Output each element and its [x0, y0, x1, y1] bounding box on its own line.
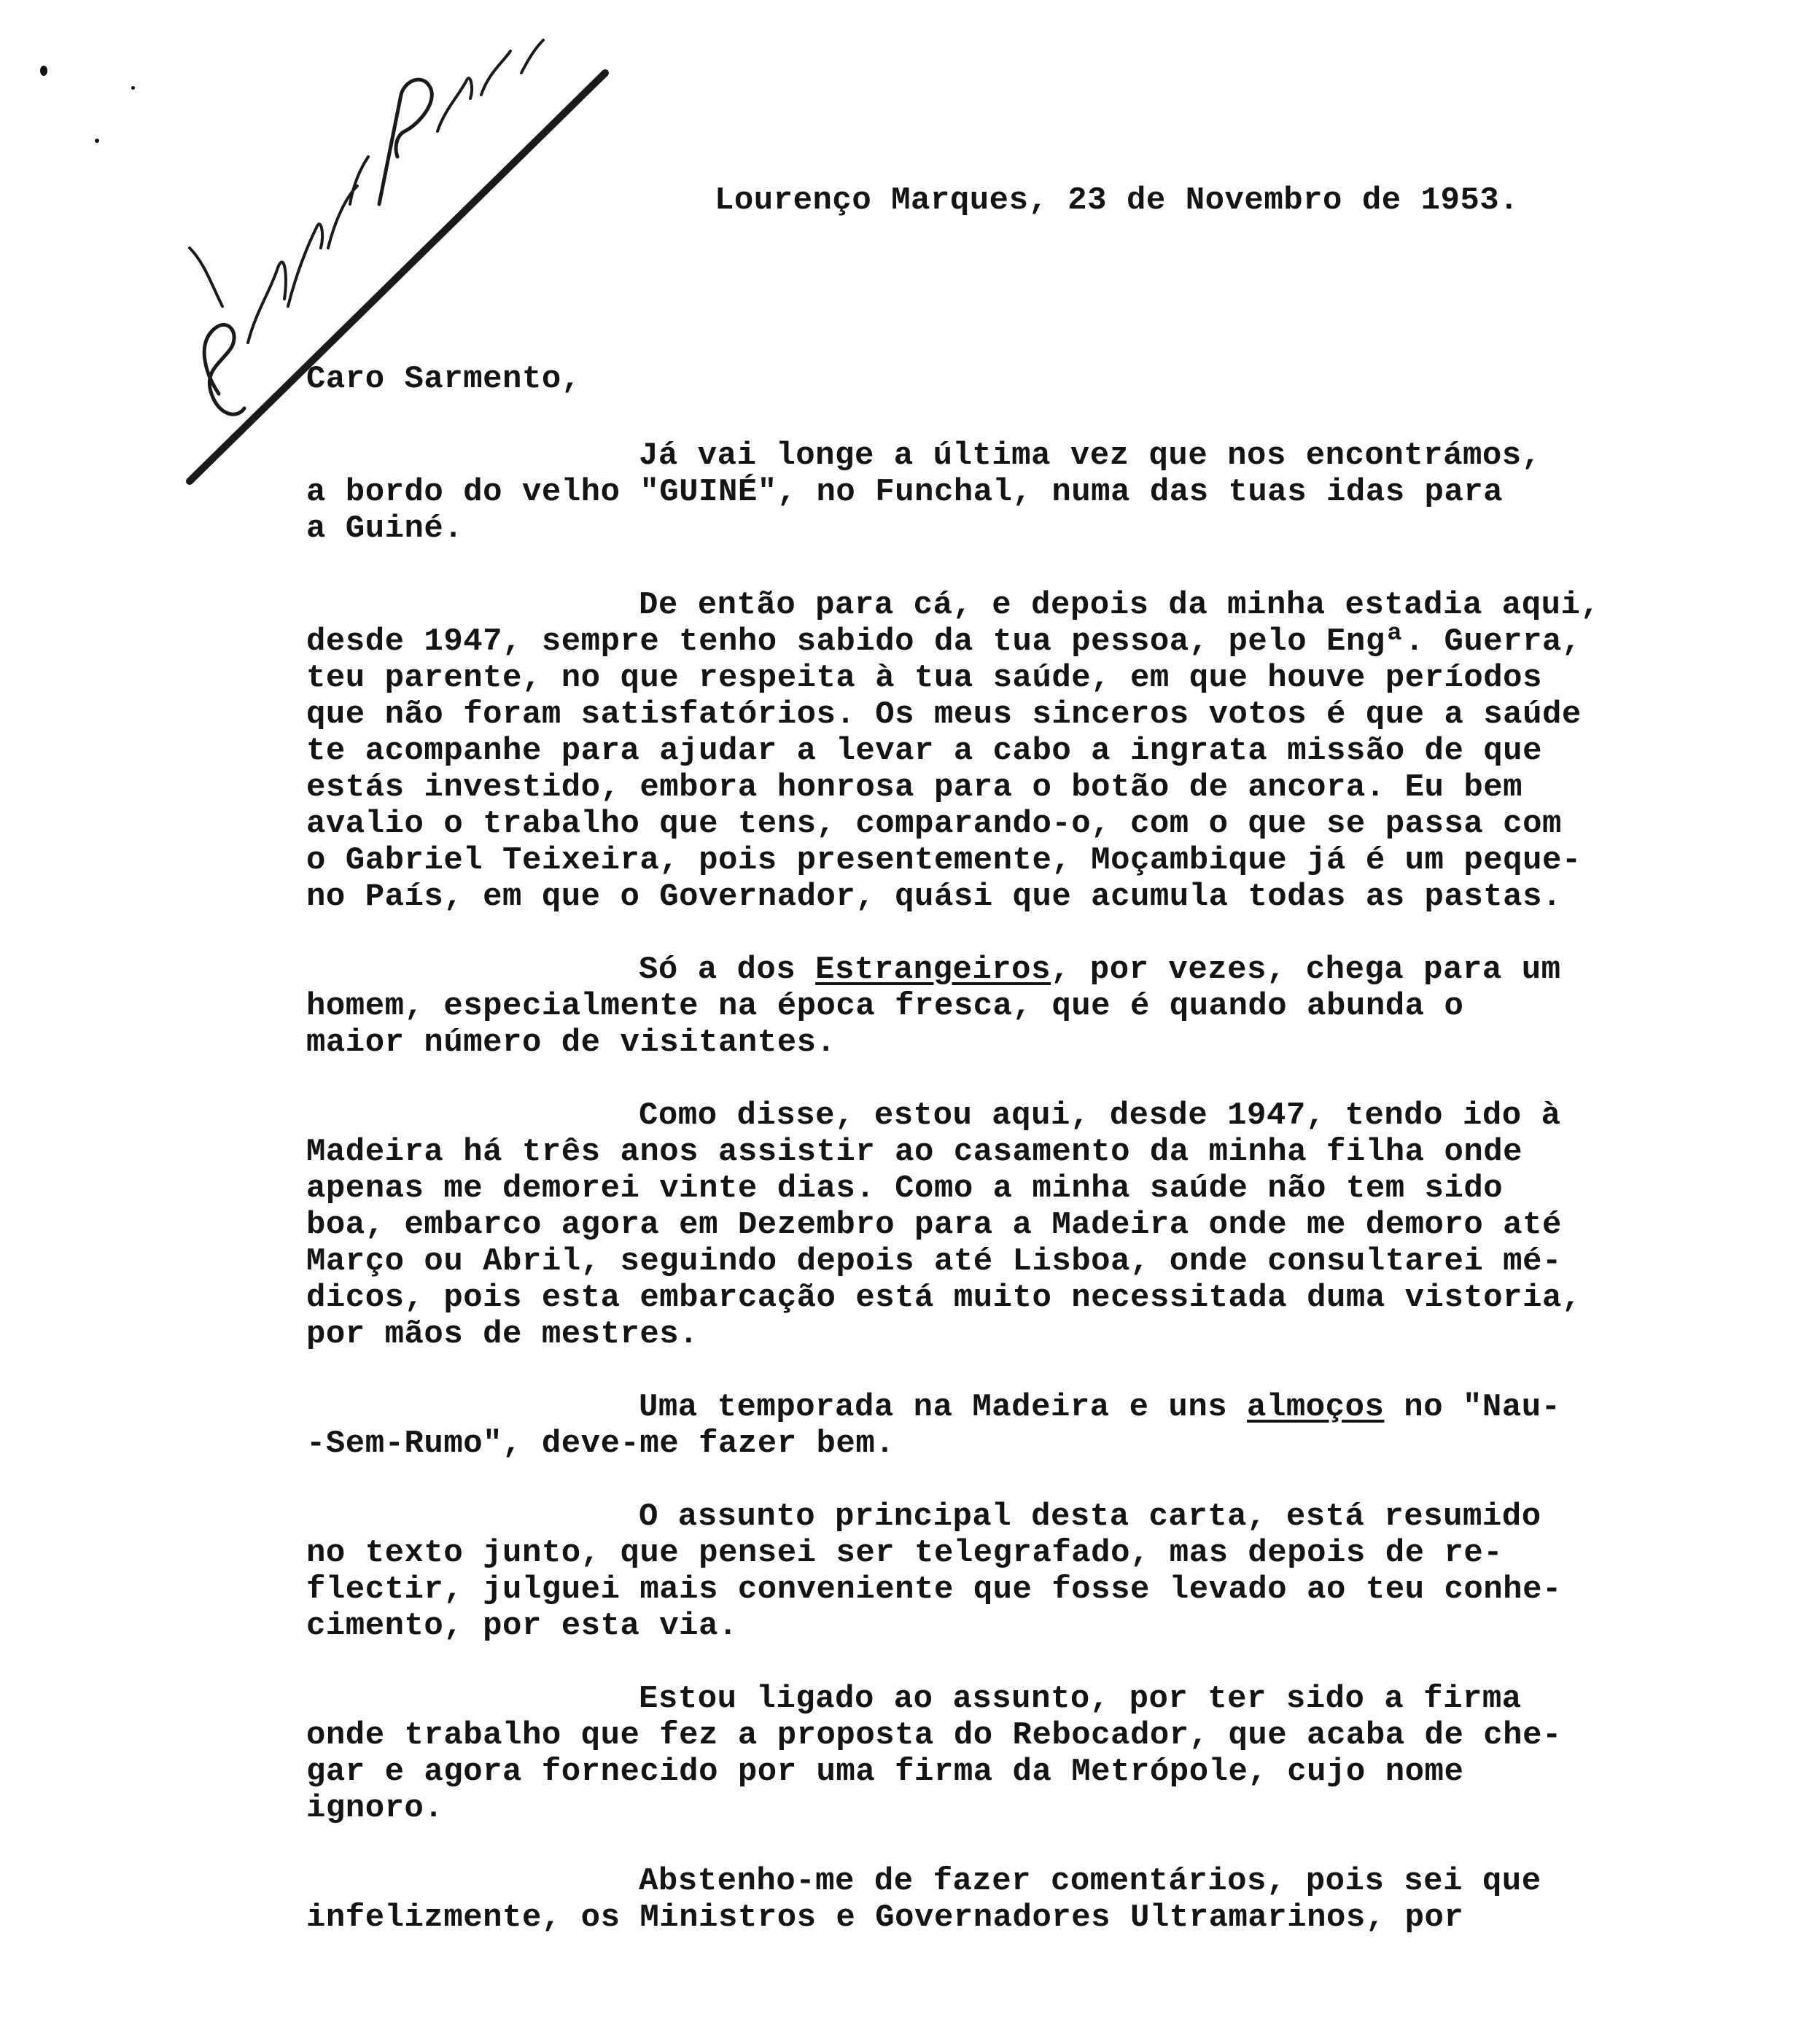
text-line: homem, especialmente na época fresca, que é quando abunda o — [306, 988, 1464, 1024]
text-line: avalio o trabalho que tens, comparando-o, com o que se passa com — [306, 806, 1562, 842]
handwritten-annotation — [160, 29, 642, 496]
text-line: Março ou Abril, seguindo depois até Lisboa, onde consultarei mé- — [306, 1243, 1562, 1280]
text-line: ignoro. — [306, 1790, 444, 1827]
text-line: desde 1947, sempre tenho sabido da tua pessoa, pelo Engª. Guerra, — [306, 623, 1582, 660]
paragraph — [306, 1097, 1750, 1353]
text-line: Abstenho-me de fazer comentários, pois sei que — [639, 1863, 1541, 1899]
text-line: apenas me demorei vinte dias. Como a minha saúde não tem sido — [306, 1170, 1504, 1207]
underlined-word: almoços — [1247, 1389, 1385, 1426]
scan-speck — [95, 139, 99, 143]
text-line: no texto junto, que pensei ser telegrafado, mas depois de re- — [306, 1535, 1504, 1571]
text-line: teu parente, no que respeita à tua saúde, em que houve períodos — [306, 660, 1542, 696]
text-line: dicos, pois esta embarcação está muito necessitada duma vistoria, — [306, 1280, 1582, 1316]
paragraph — [306, 1498, 1750, 1644]
text-line: boa, embarco agora em Dezembro para a Madeira onde me demoro até — [306, 1207, 1562, 1243]
text-line: a Guiné. — [306, 510, 464, 547]
text-line: que não foram satisfatórios. Os meus sinceros votos é que a saúde — [306, 696, 1582, 733]
text-line: te acompanhe para ajudar a levar a cabo a ingrata missão de que — [306, 733, 1542, 769]
text-line: Estou ligado ao assunto, por ter sido a firma — [639, 1681, 1522, 1717]
text-line-underlined: Uma temporada na Madeira e uns almoços no "Nau- — [639, 1389, 1561, 1426]
text-line: Madeira há três anos assistir ao casamento da minha filha onde — [306, 1134, 1523, 1170]
text-line: flectir, julguei mais conveniente que fosse levado ao teu conhe- — [306, 1571, 1562, 1608]
paragraph — [306, 438, 1750, 547]
scan-speck — [40, 66, 47, 76]
text-line: por mãos de mestres. — [306, 1316, 699, 1353]
text-line: a bordo do velho "GUINÉ", no Funchal, numa das tuas idas para — [306, 474, 1504, 510]
paragraph — [306, 1681, 1750, 1827]
text-line: infelizmente, os Ministros e Governadores Ultramarinos, por — [306, 1899, 1464, 1936]
paragraph — [306, 952, 1750, 1061]
text-line: estás investido, embora honrosa para o botão de ancora. Eu bem — [306, 769, 1523, 806]
text-line-underlined: Só a dos Estrangeiros, por vezes, chega para um — [639, 952, 1561, 988]
paragraph — [306, 1389, 1750, 1462]
text-line: O assunto principal desta carta, está resumido — [639, 1498, 1541, 1535]
paragraph — [306, 1863, 1750, 1936]
paragraph — [306, 587, 1750, 915]
text-line: cimento, por esta via. — [306, 1608, 738, 1644]
scan-speck — [131, 86, 135, 90]
text-line: gar e agora fornecido por uma firma da Metrópole, cujo nome — [306, 1754, 1464, 1790]
text-line: -Sem-Rumo", deve-me fazer bem. — [306, 1426, 895, 1462]
text-line: Já vai longe a última vez que nos encontrámos, — [639, 438, 1541, 474]
text-line: De então para cá, e depois da minha estadia aqui, — [639, 587, 1601, 623]
letter-date: Lourenço Marques, 23 de Novembro de 1953. — [715, 182, 1520, 219]
text-line: Como disse, estou aqui, desde 1947, tendo ido à — [639, 1097, 1561, 1134]
text-line: onde trabalho que fez a proposta do Rebocador, que acaba de che- — [306, 1717, 1562, 1754]
text-line: maior número de visitantes. — [306, 1024, 836, 1061]
underlined-word: Estrangeiros — [815, 952, 1051, 988]
text-line: o Gabriel Teixeira, pois presentemente, Moçambique já é um peque- — [306, 842, 1582, 879]
text-line: no País, em que o Governador, quási que acumula todas as pastas. — [306, 879, 1562, 915]
letter-salutation: Caro Sarmento, — [306, 361, 581, 397]
